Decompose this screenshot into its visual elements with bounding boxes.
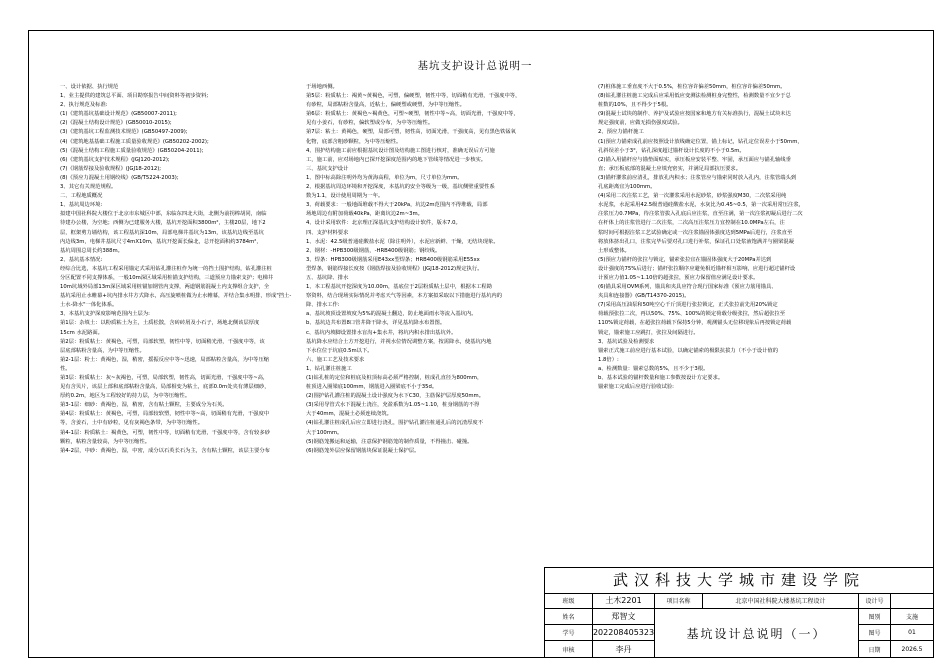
note-line: (6)锚具采用OVM系列，锚具和夹具应符合现行国家标准《预应力筋用锚具、: [598, 284, 777, 291]
note-line: (8)钻孔灌注桩施工完成后应采用低应变测法检测桩身完整性，检测数量不宜少于总: [598, 93, 791, 100]
note-line: 第5层：粉质粘土：褐黄~黄褐色，可塑，偏硬塑，韧性中等，切面稍有光滑，干强度中等，: [306, 93, 521, 100]
note-line: 3、荷载要求：一般地面堆载不得大于20kPa，坑边2m范围内不得堆载，局部: [306, 202, 488, 209]
note-line: 3、焊条：HPB300级钢筋采用E43xx型焊条；HRB400级钢筋采用E55xx: [306, 256, 480, 263]
design-no-label: 设计号: [859, 593, 891, 609]
note-line: (5)预应力锚杆的张拉与锁定，锚索张拉宜在锚固体强度大于20MPa并达到: [598, 256, 772, 263]
note-line: (3)锚杆灌浆前应清孔，排放孔内积水；注浆管应与锚索同时放入孔内，注浆管端头到: [598, 174, 797, 181]
note-line: 六、施工工艺及技术要求: [306, 356, 365, 363]
note-line: (6)《建筑基坑支护技术规程》(JGJ120-2012);: [60, 156, 170, 163]
note-line: 待建办公楼，为空地；西侧为已建服务大楼，基坑开挖面积3800m²，主楼20层，地下2: [60, 220, 266, 227]
note-line: 2、执行规范及标准:: [60, 102, 108, 109]
note-line: a、检测数量：锚索总数的5%，且不少于3根。: [598, 365, 709, 372]
note-line: 2、基坑基本情况:: [60, 256, 103, 263]
note-line: 3、其它有关规范规程。: [60, 184, 117, 191]
note-line: 基坑周围总周长约388m。: [60, 247, 123, 254]
note-line: (7)《钢筋焊接及验收规程》(JGJ18-2012);: [60, 165, 162, 172]
note-line: 2、根据基坑周边环境和开挖深度，本基坑的安全等级为一级，基坑侧壁重要性系: [306, 184, 495, 191]
project-label: 项目名称: [655, 593, 703, 609]
note-line: (3)采用导管式水下混凝土浇注，充盈系数为1.05~1.10，桩身钢筋的不得: [306, 402, 480, 409]
note-line: 性。: [60, 365, 71, 372]
note-line: 第2层：粉质粘土：黄褐色，可塑，局部软塑，韧性中等，切面稍光滑，干强度中等，该: [60, 338, 265, 345]
note-line: 110%锁定荷载，在超张拉荷载下保持5分钟，观测锚头无位移现象后再按锁定荷载: [598, 320, 792, 327]
note-line: 降、排水工作:: [306, 302, 340, 309]
note-line: 3、本基坑支护深度影响范围内土层为:: [60, 311, 150, 318]
note-line: (1)预应力锚索成孔前应按照设计放线确定位置，锚上标记，钻孔定位误差小于50mm，: [598, 138, 803, 145]
note-line: 在杆体上的注浆管进行二次注浆，二次高压注浆压力宜控制在10.0MPa左右，注: [598, 220, 785, 227]
class-label: 班级: [545, 593, 593, 609]
note-line: 第4-1层：粉质粘土：褐黄色，可塑，韧性中等，切面稍有光滑，干强度中等，含有较多砂: [60, 429, 270, 436]
note-line: 第3-1层：细砂：黄褐色，湿，稍密，含有粘土颗粒，主要成分为石英。: [60, 402, 228, 409]
note-line: 1、钻孔灌注桩施工: [306, 365, 352, 372]
note-line: 1、本工程基坑开挖深度为10.00m，基底位于2层粉质粘土层中，根据本工程勘: [306, 284, 492, 291]
note-line: 4、设计采用软件：北京理正深基坑支护结构设计软件，版本7.0。: [306, 220, 461, 227]
note-line: 数为1.1，设计使用周期为一年。: [306, 193, 384, 200]
note-line: (2)围护钻孔灌注桩的混凝土设计强度为水下C30，主筋保护层厚度50mm。: [306, 393, 485, 400]
note-line: 锚索正式施工前应进行基本试验，以确定锚索的极限抗拔力（不小于设计值的: [598, 347, 779, 354]
note-line: 1、业主提供的建筑总平面、项目勘察报告中间资料等初步资料;: [60, 93, 209, 100]
note-line: (5)钢筋笼搬运和运输，注意保护钢筋笼的制作质量，不得撞击、碰撞。: [306, 438, 473, 445]
note-line: 注浆压力0.7MPa，待注浆管拔入孔底后应注浆，直至注满，第一次注浆初凝后进行二次: [598, 211, 803, 218]
note-line: (2)《混凝土结构设计规范》(GB50010-2015);: [60, 120, 172, 127]
note-line: 下水位位于坑底0.5m以下。: [306, 347, 373, 354]
note-line: 1、水泥：42.5级普通硅酸盐水泥（除注明外），水泥应新鲜、干燥，无结块现象。: [306, 238, 499, 245]
note-line: 拟建中国社科院大楼位于北京市东城区中部，东临东四北大街，北侧为前拐棒胡同，南临: [60, 211, 267, 218]
note-line: 大于40mm，混凝土必须连续浇筑。: [306, 411, 392, 418]
note-line: 孔底距离宜为100mm。: [598, 184, 656, 191]
note-line: 规定强度前，应做无损伤强度试验。: [598, 120, 683, 127]
name-value: 郑智文: [593, 609, 655, 625]
note-line: 有砂粒，局部粘粉含量高，近粘土，偏硬塑或硬塑，为中等压缩性。: [306, 102, 465, 109]
date-label: 日期: [859, 641, 891, 657]
note-line: 基坑降水应结合土方开挖进行，并视水位情况调整方案，按需降水，使基坑内地: [306, 338, 492, 345]
class-value: 土木2201: [593, 593, 655, 609]
note-line: 一、设计依据、执行规范: [60, 84, 119, 90]
note-line: 2、预应力锚杆施工: [598, 129, 644, 136]
note-line: 浆时间可根据注浆工艺试验确定或一次注浆锚固体强度达到5MPa后进行，注浆直至: [598, 229, 793, 236]
note-line: 15cm 水泥路面。: [60, 329, 103, 336]
note-line: 等，含姜石，土中有砂粒，见有灰褐色条带，为中等压缩性。: [60, 420, 204, 427]
student-id-value: 202208405323: [593, 625, 655, 641]
note-line: 第1层：杂填土：以粉质粘土为主，土质松散，含砖砖屑及小石子，场地北侧该层厚度: [60, 320, 260, 327]
note-line: 水泥浆，水泥采用42.5级普通硅酸盐水泥，水灰比为0.45~0.5，第一次采用常压注浆，: [598, 202, 804, 209]
note-line: 第3层：粉质粘土：灰~灰褐色，可塑，局部软塑，韧性高，切面光滑，干强度中等~高，: [60, 375, 269, 381]
note-line: 3、基坑试验及检测要求: [598, 338, 655, 345]
note-line: 于场地西侧。: [306, 84, 338, 90]
note-line: 土形成整体。: [598, 247, 630, 254]
reviewer-value: 李丹: [593, 641, 655, 657]
note-line: 二、工程地质概况: [60, 193, 103, 200]
note-line: 大于100mm。: [306, 429, 343, 436]
reviewer-label: 审核: [545, 641, 593, 657]
note-line: (3)《建筑基坑工程监测技术规范》(GB50497-2009);: [60, 129, 188, 136]
note-line: 桩顶进入圈梁底100mm，钢筋进入圈梁底不小于35d。: [306, 384, 438, 391]
note-line: 层底部粘粉含量高，为中等压缩性。: [60, 347, 145, 354]
design-no-value: [891, 593, 933, 609]
note-line: 经综合比选，本基坑工程采用锚定式采用钻孔灌注桩作为统一的挡土围护结构，钻孔灌注桩: [60, 265, 272, 272]
note-line: 第2-1层：粉土：黄褐色，湿，稍密，摇振反应中等~迅速，局部粘粒含量高，为中等压缩: [60, 356, 270, 363]
note-line: 工，施工前，应对场地内已探开挖深度范围内的地下管线等情况进一步核实。: [306, 156, 487, 163]
note-line: 土水-降水"一体化体系。: [60, 302, 118, 309]
note-line: 夹具和连接器》(GB/T14370-2015)。: [598, 293, 690, 300]
note-line: 直；承压板底部的混凝土应填充密实，并满足局部抗压要求。: [598, 165, 742, 172]
note-line: 第6层：粉质粘土：黄褐色~褐黄色，可塑~硬塑，韧性中等~高，切面光滑，干强度中等，: [306, 111, 519, 118]
note-line: 第4层：粉质粘土：黄褐色，可塑，局部较软塑，韧性中等~高，切面稍有光滑，干强度中: [60, 411, 270, 418]
note-line: 1、图中标高除注明外均为黄海高程，单位为m，尺寸单位为mm。: [306, 174, 463, 181]
note-line: 三、基坑支护设计: [306, 165, 349, 172]
drawing-category-label: 图别: [859, 609, 891, 625]
note-line: (5)《混凝土结构工程施工质量验收规范》(GB50204-2011);: [60, 147, 204, 154]
note-line: 4、围护结构施工前应根据基坑设计图及结构施工图进行核对，准确无误后方可施: [306, 147, 495, 154]
note-line: 颗粒，粘粒含量较高，为中等压缩性。: [60, 438, 151, 445]
note-line: 将放体挤出孔口，注浆完毕后要对孔口进行补浆，保证孔口处浆液饱满并与圈梁混凝: [598, 238, 794, 245]
note-line: 化物，底部含粗砂颗粒，为中等压缩性。: [306, 138, 402, 145]
note-line: 型焊条，钢筋焊接长度按《钢筋焊接及验收规程》(JGJ18-2012)规定执行。: [306, 265, 483, 272]
note-line: (7)采用高压油泵和50吨空心千斤顶进行张拉锁定，正式张拉前先用20%锁定: [598, 302, 778, 309]
note-line: (2)锚入用锚杆应与锚垫面贴实，承压板应安装平整、牢固，承压面应与锚孔轴线垂: [598, 156, 791, 163]
note-line: a、基坑坡顶设置坡度为5%的混凝土翻边，防止地面雨水等流入基坑内。: [306, 311, 477, 318]
note-line: 锁定，锚索施工应跳打，张拉及间隔进行。: [598, 329, 699, 336]
note-line: 2、钢材：-HPB300级钢筋，-HRB400级钢筋；钢绞线。: [306, 247, 441, 254]
note-line: (9)混凝土试块的制作、养护及试验应按国家和地方有关标准执行，混凝土试块未达: [598, 111, 791, 118]
drawing-no-value: 01: [891, 625, 933, 641]
drawing-no-label: 图号: [859, 625, 891, 641]
drawing-title: 基坑设计总说明（一）: [655, 609, 859, 657]
note-line: 第4-2层，中砂：黄褐色，湿，中密，成分以石英长石为主，含有粘土颗粒，该层主要分布: [60, 447, 270, 454]
note-line: 计预应力值1.05~1.10倍的超张拉，预应力保留值应满足设计要求。: [598, 274, 759, 281]
note-line: (4)钻孔灌注桩成孔后应立即进行浇孔，围护钻孔灌注桩通孔后的沉渣厚度不: [306, 420, 484, 427]
note-line: b、基本试验的锚杆数量和施工参数按设计方定要求。: [598, 375, 724, 381]
note-line: (4)《建筑地基基础工程施工质量验收规范》(GB50202-2002);: [60, 138, 209, 145]
note-line: b、基坑边共布置8口管井降干降水，详见基坑降水布置图。: [306, 320, 446, 327]
title-block: [544, 567, 934, 658]
note-line: 1.8倍）:: [598, 356, 619, 363]
note-line: (4)采用二次注浆工艺，第一次灌浆采用水泥砂浆，砂浆强度M30，二次浆采用纯: [598, 193, 787, 200]
notes-column-1: [60, 83, 295, 456]
note-line: 层，框架剪力墙结构，该工程基坑深10m，局部电梯井基坑为13m，该基坑边线至基坑: [60, 229, 264, 236]
note-line: 察资料，结合现场实际情况并考虑天气等因素，本方案拟采取以下措施进行基坑内的: [306, 293, 502, 300]
note-line: 荷载预张拉二次，再以50%、75%、100%的锁定荷载分级张拉，然后超张拉至: [598, 311, 786, 318]
project-value: 北京中国社科院大楼基坑工程设计: [703, 593, 859, 609]
note-line: c、基坑内坡脚设置排水盲沟+集水井，将坑内积水排出基坑外。: [306, 329, 457, 336]
note-line: 四、支护材料要求: [306, 229, 349, 236]
notes-column-3: [598, 83, 862, 392]
notes-column-2: [306, 83, 542, 456]
note-line: 见有含贝片，该层上部和底部粘粉含量高，局部相变为粘土，底部0.0m处夹有薄层细砂，: [60, 384, 270, 391]
note-line: 五、基坑降、排水: [306, 274, 349, 281]
note-line: 10m坑域外局部13m深区域采用桩锚加钢管内支撑，两道钢筋混凝土内支撑组合支护，全: [60, 284, 270, 291]
page-title: 基坑支护设计总说明一: [417, 60, 533, 72]
drawing-category-value: 支施: [891, 609, 933, 625]
note-line: 厚约0.2m，地区为工程较好的持力层，为中等压缩性。: [60, 393, 191, 400]
note-line: (6)钢筋笼外层应保留钢筋块保证混凝土保护层。: [306, 447, 420, 454]
note-line: 见有小姜石，有砂粒，偏软塑或分布，为中等压缩性。: [306, 120, 434, 127]
note-line: 内边线3m，电梯井基坑尺寸4mX10m，基坑开挖面长偏北，总开挖面积约3784m²，: [60, 238, 262, 245]
note-line: (1)《建筑基坑基础设计规范》(GB50007-2011);: [60, 111, 177, 118]
note-line: 锚索施工完成后应进行验收试验:: [598, 384, 674, 391]
note-line: (7)桩体施工垂直度不大于0.5%，桩位容许偏差50mm，桩位容许偏差50mm。: [598, 84, 786, 90]
note-line: 分区配置不同支撑体系，一般10m深区域采用桩锚支护结构，三道预应力锚索支护；电梯井: [60, 274, 274, 281]
note-line: (1)钻孔桩的定位和桩底及桩顶标高必须严格控制，桩成孔直径为800mm，: [306, 375, 483, 381]
date-value: 2026.5: [901, 645, 923, 653]
note-line: 场地周边有附加荷载40kPa，距离坑边2m~3m。: [306, 211, 423, 218]
student-id-label: 学号: [545, 625, 593, 641]
note-line: 1、基坑周边环境:: [60, 202, 103, 209]
note-line: 孔斜误差小于3°，钻孔深度超过锚杆设计长度的不小于0.5m。: [598, 147, 745, 154]
note-line: 第7层：粘土：黄褐色，硬塑，局部可塑，韧性高，切面光滑，干强度高，见有黑色铁锰氧: [306, 129, 516, 136]
school-name: 武汉科技大学城市建设学院: [545, 568, 933, 594]
note-line: (8)《预应力混凝土用钢绞线》(GB/T5224-2003);: [60, 174, 179, 181]
note-line: 桩数的10%，且不得少于5根。: [598, 102, 672, 109]
note-line: 设计强度的75%后进行；锚杆张拉顺序应避免相近锚杆相互影响，应进行超过锚杆设: [598, 265, 796, 272]
name-label: 姓名: [545, 609, 593, 625]
note-line: 基坑采用止水帷幕+坑内排水井方式降水，高压旋喷桩做为止水帷幕，并结合集水明排，形成"挡土-: [60, 293, 292, 300]
